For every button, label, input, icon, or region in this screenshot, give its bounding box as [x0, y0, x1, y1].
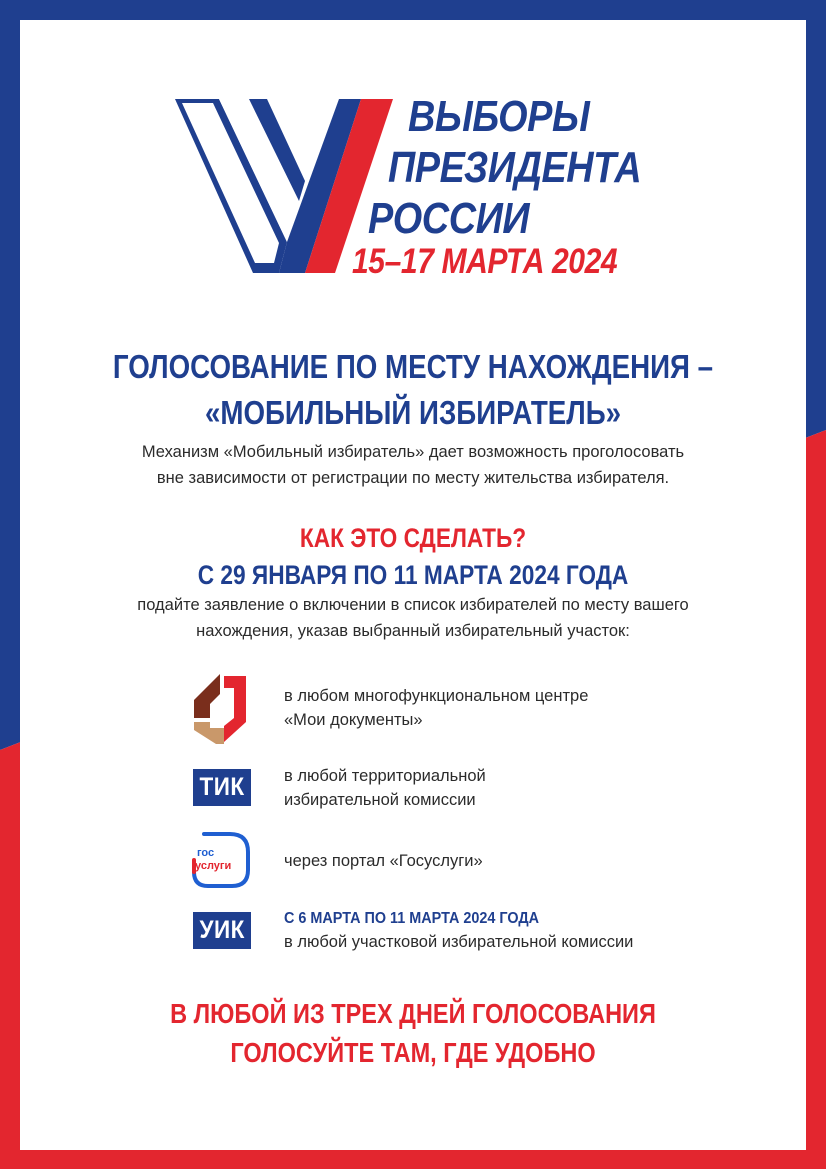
option-uik-line1: [284, 906, 567, 931]
uik-period: С 6 МАРТА ПО 11 МАРТА 2024 ГОДА: [284, 910, 540, 927]
intro-line2: вне зависимости от регистрации по месту жительства избирателя.: [156, 469, 670, 487]
intro-line1: Механизм «Мобильный избиратель» дает возможность проголосовать: [141, 443, 685, 461]
tik-badge: [193, 769, 251, 806]
gosuslugi-logo-line1: гос: [197, 847, 215, 859]
howto-line1: подайте заявление о включении в список избирателей по месту вашего: [137, 596, 689, 614]
howto-line2: нахождения, указав выбранный избирательный участок:: [196, 622, 630, 640]
footer-line2: ГОЛОСУЙТЕ ТАМ, ГДЕ УДОБНО: [230, 1037, 596, 1068]
option-mfc-line1: в любом многофункциональном центре: [284, 687, 589, 705]
uik-badge: [193, 912, 251, 949]
howto-title: КАК ЭТО СДЕЛАТЬ?: [299, 523, 527, 553]
main-heading-line1: ГОЛОСОВАНИЕ ПО МЕСТУ НАХОЖДЕНИЯ –: [112, 348, 714, 385]
mfc-logo-icon: [194, 674, 248, 744]
logo-title-line1: ВЫБОРЫ: [408, 92, 590, 141]
gosuslugi-logo-line2: услуги: [195, 860, 232, 872]
logo-title-line3: РОССИИ: [368, 194, 530, 243]
gosuslugi-logo-icon: [190, 830, 252, 890]
option-tik-line2: избирательной комиссии: [284, 791, 476, 809]
option-mfc-line2: «Мои документы»: [284, 711, 423, 729]
logo-title-line2: ПРЕЗИДЕНТА: [388, 143, 642, 192]
option-tik-line1: в любой территориальной: [284, 767, 486, 785]
footer-line1: В ЛЮБОЙ ИЗ ТРЕХ ДНЕЙ ГОЛОСОВАНИЯ: [170, 998, 656, 1029]
tik-badge-label: ТИК: [199, 773, 245, 801]
option-uik-line2: в любой участковой избирательной комиссии: [284, 933, 634, 951]
main-heading-line2: «МОБИЛЬНЫЙ ИЗБИРАТЕЛЬ»: [204, 394, 622, 431]
logo-date: 15–17 МАРТА 2024: [352, 242, 618, 281]
uik-badge-label: УИК: [199, 916, 245, 944]
howto-period: С 29 ЯНВАРЯ ПО 11 МАРТА 2024 ГОДА: [197, 560, 629, 590]
option-gosuslugi-line1: через портал «Госуслуги»: [284, 852, 483, 870]
